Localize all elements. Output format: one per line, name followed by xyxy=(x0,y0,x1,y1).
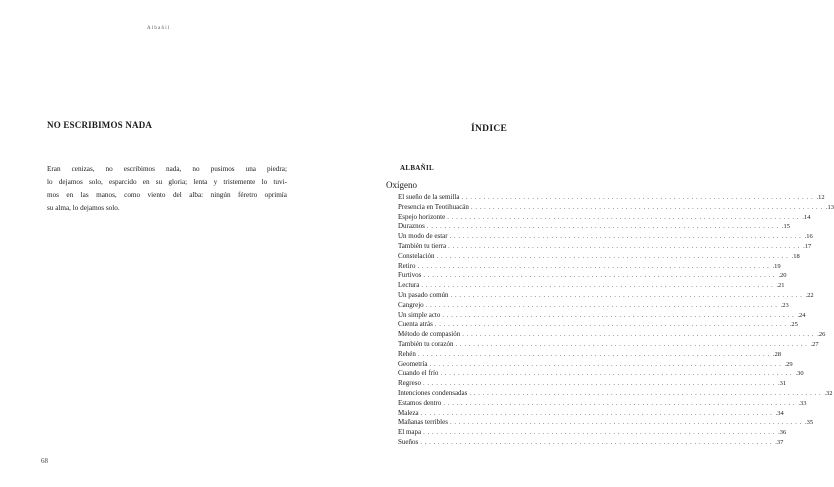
toc-dot-leader: ................................................................................ xyxy=(443,399,798,407)
toc-entry xyxy=(398,330,826,340)
index-title: ÍNDICE xyxy=(471,124,508,134)
toc-entry-page: .12 xyxy=(816,194,825,201)
toc-entry-title: Cangrejo xyxy=(398,300,424,309)
toc-entry-title: Regreso xyxy=(398,379,421,388)
left-page xyxy=(0,0,325,487)
toc-dot-leader: ................................................................................ xyxy=(429,360,784,368)
toc-entry-page: .13 xyxy=(825,203,834,211)
page-number: 68 xyxy=(41,457,48,465)
toc-entry-title: Presencia en Teotihuacán xyxy=(398,202,469,211)
toc-dot-leader: ................................................................................ xyxy=(442,311,797,319)
toc-dot-leader: ................................................................................ xyxy=(440,370,795,378)
toc-dot-leader: ................................................................................ xyxy=(450,291,805,299)
toc-entry-title: Espejo horizonte xyxy=(398,212,446,221)
toc-entry xyxy=(398,281,785,291)
toc-entry-title: Rehén xyxy=(398,349,416,358)
toc-entry-title: Cuando el frío xyxy=(398,369,439,378)
toc-entry xyxy=(398,408,784,419)
toc-dot-leader: ................................................................................ xyxy=(461,194,816,201)
toc-entry xyxy=(398,398,807,409)
toc-entry xyxy=(398,300,789,311)
section-title: ALBAÑIL xyxy=(400,164,434,172)
toc-entry xyxy=(398,428,787,438)
toc-dot-leader: ................................................................................ xyxy=(455,340,810,348)
toc-entry-page: .20 xyxy=(778,272,787,280)
toc-dot-leader: ................................................................................ xyxy=(434,321,789,329)
toc-entry-title: Duraznos xyxy=(398,222,425,231)
toc-entry xyxy=(398,379,787,389)
toc-entry-page: .30 xyxy=(795,370,804,378)
poem-body xyxy=(47,163,287,215)
toc-entry-page: .35 xyxy=(804,419,814,427)
toc-dot-leader: ................................................................................ xyxy=(449,419,804,427)
toc-entry-title: Mañanas terribles xyxy=(398,418,448,427)
toc-entry xyxy=(398,241,812,252)
toc-entry-title: También tu tierra xyxy=(398,241,447,250)
toc-entry xyxy=(398,418,814,428)
running-head: Albañil xyxy=(147,26,171,31)
toc-entry-page: .28 xyxy=(772,350,782,358)
toc-entry xyxy=(398,388,833,399)
toc-entry xyxy=(398,290,814,301)
toc-entry-title: Maleza xyxy=(398,408,419,417)
toc-entry-page: .22 xyxy=(805,291,814,299)
toc-entry xyxy=(398,212,811,223)
toc-entry-page: .26 xyxy=(817,331,826,339)
right-page xyxy=(325,0,834,487)
toc-entry-page: .34 xyxy=(775,409,784,417)
toc-entry-title: Estamos dentro xyxy=(398,398,442,407)
toc-entry-page: .18 xyxy=(791,252,800,260)
toc-entry-title: Un pasado común xyxy=(398,290,449,299)
toc-entry-title: Constelación xyxy=(398,251,435,260)
toc-entry-title: Furtivos xyxy=(398,271,422,280)
toc-entry-page: .25 xyxy=(789,321,798,329)
toc-entry xyxy=(398,339,819,350)
toc-dot-leader: ................................................................................ xyxy=(470,203,825,211)
toc-entry-page: .21 xyxy=(776,282,785,290)
toc-entry xyxy=(398,232,813,242)
toc-dot-leader: ................................................................................ xyxy=(420,438,775,446)
toc-dot-leader: ................................................................................ xyxy=(426,223,781,231)
toc-dot-leader: ................................................................................ xyxy=(417,350,772,358)
toc-dot-leader: ................................................................................ xyxy=(423,272,778,280)
toc-dot-leader: ................................................................................ xyxy=(436,252,791,260)
toc-dot-leader: ................................................................................ xyxy=(423,429,778,437)
toc-entry-page: .16 xyxy=(804,233,813,241)
toc-entry-page: .23 xyxy=(780,301,789,309)
toc-dot-leader: ................................................................................ xyxy=(420,409,775,417)
toc-dot-leader: ................................................................................ xyxy=(469,389,824,397)
toc-entry xyxy=(398,359,793,370)
toc-dot-leader: ................................................................................ xyxy=(447,213,802,221)
toc-entry-page: .32 xyxy=(824,389,833,397)
toc-dot-leader: ................................................................................ xyxy=(421,282,776,290)
toc-entry-title: Retiro xyxy=(398,261,416,270)
toc-dot-leader: ................................................................................ xyxy=(462,331,817,339)
toc-entry-page: .29 xyxy=(784,360,793,368)
toc-entry-title: Cuenta atrás xyxy=(398,320,433,329)
toc-entry-title: El mapa xyxy=(398,428,422,437)
toc-dot-leader: ................................................................................ xyxy=(422,380,777,388)
toc-entry-title: Geometría xyxy=(398,359,428,368)
toc-entry xyxy=(398,437,784,448)
toc-entry-page: .15 xyxy=(781,223,790,231)
toc-dot-leader: ................................................................................ xyxy=(417,262,772,270)
toc-entry-title: Un simple acto xyxy=(398,310,441,319)
toc-dot-leader: ................................................................................ xyxy=(449,233,804,241)
toc-entry xyxy=(398,202,834,213)
toc-entry-page: .33 xyxy=(798,399,807,407)
toc-entry-page: .27 xyxy=(810,340,819,348)
poem-line: Eran cenizas, no escribimos nada, no pusimos una piedra; xyxy=(47,165,287,173)
poem-line: su alma, lo dejamos solo. xyxy=(47,204,120,212)
toc-entry-page: .17 xyxy=(803,242,812,250)
table-of-contents xyxy=(398,193,834,448)
toc-entry-page: .19 xyxy=(772,262,781,270)
toc-entry xyxy=(398,193,825,203)
toc-entry-title: Sueños xyxy=(398,437,419,446)
toc-entry-title: Lectura xyxy=(398,281,420,290)
toc-entry-title: Método de compasión xyxy=(398,330,461,339)
poem-line: mos en las manos, como viento del alba: ningún féretro oprimía xyxy=(47,191,287,199)
toc-entry xyxy=(398,320,798,330)
toc-entry-page: .36 xyxy=(778,429,787,437)
toc-entry-title: Un modo de estar xyxy=(398,232,448,241)
toc-entry xyxy=(398,222,790,232)
toc-entry xyxy=(398,369,804,379)
toc-dot-leader: ................................................................................ xyxy=(425,301,780,309)
toc-entry xyxy=(398,251,800,262)
toc-entry-title: Intenciones condensadas xyxy=(398,388,468,397)
poem-line: lo dejamos solo, esparcido en su gloria; lenta y tristemente lo tuvi- xyxy=(47,178,287,186)
toc-entry-page: .24 xyxy=(797,311,806,319)
toc-entry xyxy=(398,310,806,321)
toc-entry-title: El sueño de la semilla xyxy=(398,193,460,201)
toc-entry xyxy=(398,349,782,360)
toc-dot-leader: ................................................................................ xyxy=(448,242,803,250)
toc-entry-page: .31 xyxy=(777,380,787,388)
toc-entry xyxy=(398,261,781,272)
subsection-title: Oxígeno xyxy=(386,180,417,190)
poem-title: NO ESCRIBIMOS NADA xyxy=(47,120,153,130)
toc-entry xyxy=(398,271,787,281)
toc-entry-title: También tu corazón xyxy=(398,339,454,348)
toc-entry-page: .14 xyxy=(802,213,811,221)
toc-entry-page: .37 xyxy=(775,438,784,446)
